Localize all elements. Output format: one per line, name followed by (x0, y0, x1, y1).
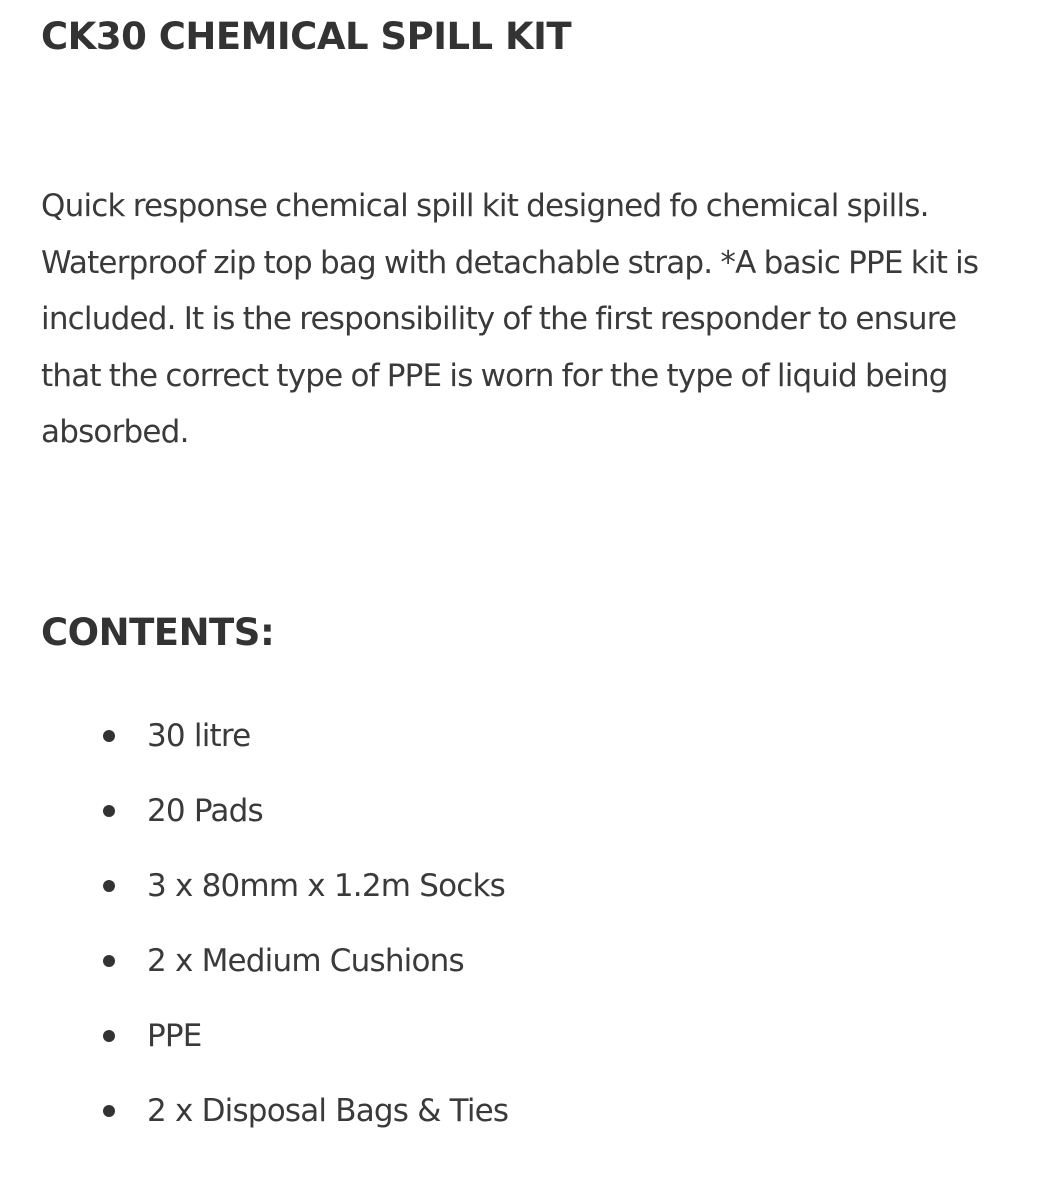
bullet-icon (103, 730, 115, 742)
list-item (41, 1010, 508, 1085)
contents-list (41, 710, 508, 1160)
list-item (41, 710, 508, 785)
bullet-icon (103, 955, 115, 967)
bullet-icon (103, 880, 115, 892)
list-item-label: 3 x 80mm x 1.2m Socks (147, 868, 506, 904)
bullet-icon (103, 1030, 115, 1042)
product-description: Quick response chemical spill kit designed fo chemical spills. Waterproof zip top bag with detachable strap. *A basic PPE kit is included. It is the responsibility of the first responder to ensure that the correct type of PPE is worn for the type of liquid being absorbed. (41, 188, 979, 450)
page-title: CK30 CHEMICAL SPILL KIT (41, 15, 572, 58)
list-item-label: 2 x Medium Cushions (147, 943, 464, 979)
contents-heading: CONTENTS: (41, 611, 275, 654)
list-item-label: 30 litre (147, 718, 251, 754)
list-item-label: PPE (147, 1018, 202, 1054)
list-item (41, 785, 508, 860)
list-item-label: 2 x Disposal Bags & Ties (147, 1093, 509, 1129)
bullet-icon (103, 805, 115, 817)
bullet-icon (103, 1105, 115, 1117)
list-item (41, 860, 508, 935)
list-item (41, 935, 508, 1010)
list-item (41, 1085, 508, 1160)
list-item-label: 20 Pads (147, 793, 263, 829)
